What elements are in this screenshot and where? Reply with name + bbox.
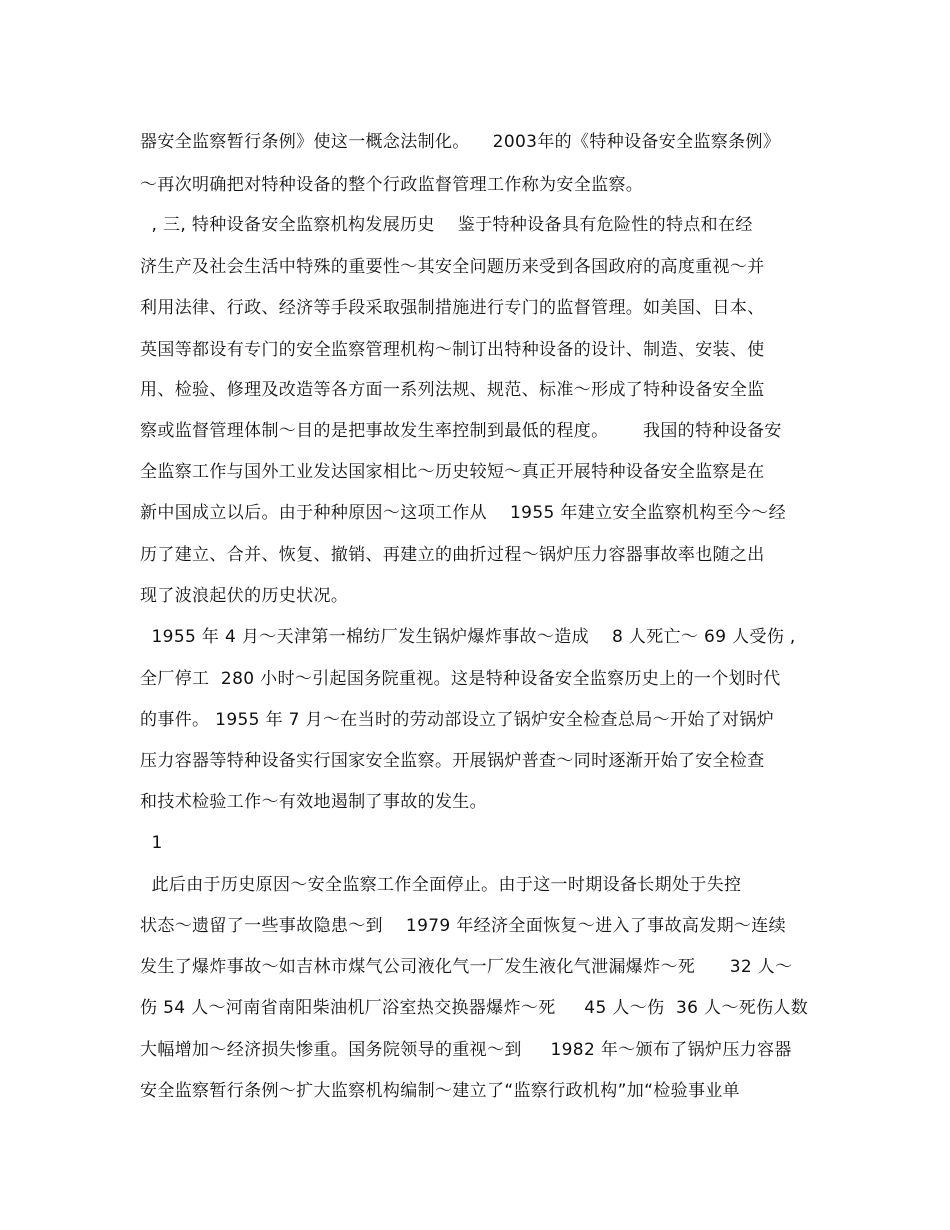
text-line: 利用法律、行政、经济等手段采取强制措施进行专门的监督管理。如美国、日本、 xyxy=(140,298,765,318)
text-line: 察或监督管理体制～目的是把事故发生率控制到最低的程度。 我国的特种设备安 xyxy=(140,421,782,441)
text-line: ～再次明确把对特种设备的整个行政监督管理工作称为安全监察。 xyxy=(140,175,644,195)
text-line: 全监察工作与国外工业发达国家相比～历史较短～真正开展特种设备安全监察是在 xyxy=(140,462,765,482)
text-line: 和技术检验工作～有效地遏制了事故的发生。 xyxy=(140,792,487,812)
text-line: 安全监察暂行条例～扩大监察机构编制～建立了“监察行政机构”加“检验事业单 xyxy=(140,1081,741,1101)
text-line: 压力容器等特种设备实行国家安全监察。开展锅炉普查～同时逐渐开始了安全检查 xyxy=(140,751,765,771)
text-line: 伤 54 人～河南省南阳柴油机厂浴室热交换器爆炸～死 45 人～伤 36 人～死伤人数 xyxy=(140,998,809,1018)
text-line: 状态～遗留了一些事故隐患～到 1979 年经济全面恢复～进入了事故高发期～连续 xyxy=(140,916,786,936)
text-line: 英国等都设有专门的安全监察管理机构～制订出特种设备的设计、制造、安装、使 xyxy=(140,340,765,360)
text-line: 的事件。 1955 年 7 月～在当时的劳动部设立了锅炉安全检查总局～开始了对锅炉 xyxy=(140,710,775,730)
text-line: 新中国成立以后。由于种种原因～这项工作从 1955 年建立安全监察机构至今～经 xyxy=(140,503,786,523)
text-line: 大幅增加～经济损失惨重。国务院领导的重视～到 1982 年～颁布了锅炉压力容器 xyxy=(140,1040,792,1060)
text-line: 发生了爆炸事故～如吉林市煤气公司液化气一厂发生液化气泄漏爆炸～死 32 人～ xyxy=(140,957,793,977)
text-line: 器安全监察暂行条例》使这一概念法制化。 2003年的《特种设备安全监察条例》 xyxy=(140,132,781,152)
text-line: 全厂停工 280 小时～引起国务院重视。这是特种设备安全监察历史上的一个划时代 xyxy=(140,669,781,689)
text-line: 用、检验、修理及改造等各方面一系列法规、规范、标准～形成了特种设备安全监 xyxy=(140,380,765,400)
page-number: 1 xyxy=(140,833,163,853)
text-line: , 三, 特种设备安全监察机构发展历史 鉴于特种设备具有危险性的特点和在经 xyxy=(140,215,753,235)
text-line: 1955 年 4 月～天津第一棉纺厂发生锅炉爆炸事故～造成 8 人死亡～ 69 人受伤 , xyxy=(140,627,796,647)
text-line: 此后由于历史原因～安全监察工作全面停止。由于这一时期设备长期处于失控 xyxy=(140,875,742,895)
text-line: 济生产及社会生活中特殊的重要性～其安全问题历来受到各国政府的高度重视～并 xyxy=(140,257,765,277)
text-line: 现了波浪起伏的历史状况。 xyxy=(140,586,349,606)
text-line: 历了建立、合并、恢复、撤销、再建立的曲折过程～锅炉压力容器事故率也随之出 xyxy=(140,545,765,565)
